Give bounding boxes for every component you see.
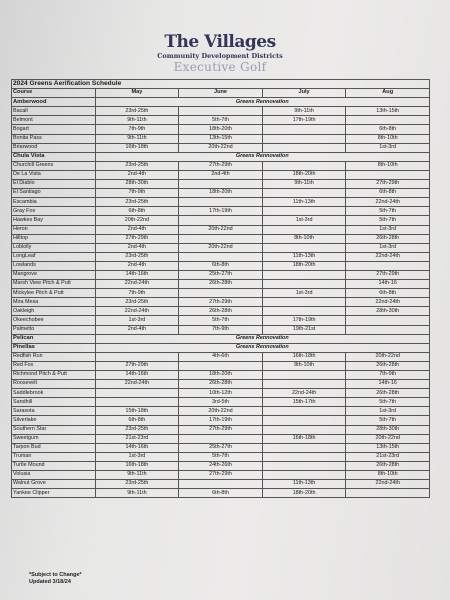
date-cell: 20th-22nd [346, 434, 430, 443]
col-header-june: June [179, 89, 263, 98]
date-cell [262, 134, 346, 143]
table-row [12, 452, 430, 461]
date-cell: 2nd-4th [95, 261, 179, 270]
table-row [12, 180, 430, 189]
logo-executive-golf: Executive Golf [173, 60, 267, 74]
date-cell [262, 452, 346, 461]
table-row [12, 398, 430, 407]
course-name: Loblolly [12, 243, 96, 252]
date-cell: 14th-16th [95, 443, 179, 452]
date-cell: 19th-21st [262, 325, 346, 334]
date-cell: 5th-7th [346, 216, 430, 225]
course-name: Hawkes Bay [12, 216, 96, 225]
date-cell: 22nd-24th [346, 480, 430, 489]
table-row [12, 143, 430, 152]
table-row [12, 480, 430, 489]
date-cell: 24th-26th [179, 461, 263, 470]
date-cell [346, 170, 430, 179]
date-cell: 16th-18th [95, 143, 179, 152]
date-cell: 13th-15th [346, 107, 430, 116]
table-row [12, 389, 430, 398]
date-cell: 2nd-4th [95, 170, 179, 179]
date-cell: 14th-16th [95, 270, 179, 279]
date-cell: 1st-3rd [346, 243, 430, 252]
date-cell [262, 189, 346, 198]
date-cell: 5th-7th [346, 398, 430, 407]
date-cell [346, 261, 430, 270]
date-cell [262, 416, 346, 425]
date-cell: 8th-10th [262, 234, 346, 243]
group-name: Pinellas [12, 343, 96, 352]
date-cell: 9th-11th [95, 471, 179, 480]
date-cell [179, 361, 263, 370]
date-cell: 5th-7th [346, 207, 430, 216]
group-name: Pelican [12, 334, 96, 343]
table-row [12, 361, 430, 370]
date-cell: 11th-13th [262, 252, 346, 261]
date-cell: 25th-27th [179, 443, 263, 452]
date-cell [179, 216, 263, 225]
course-name: Turtle Mound [12, 461, 96, 470]
date-cell: 28th-30th [346, 425, 430, 434]
date-cell: 1st-3rd [262, 289, 346, 298]
group-row [12, 98, 430, 107]
table-row [12, 225, 430, 234]
date-cell: 15th-17th [262, 398, 346, 407]
date-cell [262, 425, 346, 434]
date-cell: 25th-27th [179, 270, 263, 279]
group-row [12, 152, 430, 161]
date-cell: 1st-3rd [346, 407, 430, 416]
date-cell: 10th-12th [179, 389, 263, 398]
date-cell: 28th-30th [95, 180, 179, 189]
date-cell: 16th-18th [262, 434, 346, 443]
table-row [12, 325, 430, 334]
date-cell: 11th-13th [262, 480, 346, 489]
course-name: Truman [12, 452, 96, 461]
date-cell [95, 398, 179, 407]
date-cell: 11th-13th [262, 198, 346, 207]
date-cell [262, 443, 346, 452]
table-title: 2024 Greens Aerification Schedule [12, 80, 430, 89]
date-cell: 22nd-24th [346, 298, 430, 307]
date-cell [262, 225, 346, 234]
date-cell: 15th-18th [95, 407, 179, 416]
course-name: Escambia [12, 198, 96, 207]
date-cell: 26th-28th [346, 461, 430, 470]
course-name: El Santiago [12, 189, 96, 198]
course-name: Volusia [12, 471, 96, 480]
table-row [12, 307, 430, 316]
logo-main-text: The Villages [164, 32, 276, 52]
course-name: Mangrove [12, 270, 96, 279]
course-name: Roosevelt [12, 380, 96, 389]
col-header-july: July [262, 89, 346, 98]
table-row [12, 489, 430, 498]
table-row [12, 298, 430, 307]
date-cell: 23rd-25th [95, 107, 179, 116]
date-cell [262, 298, 346, 307]
date-cell [346, 489, 430, 498]
table-row [12, 216, 430, 225]
date-cell: 3rd-5th [179, 398, 263, 407]
date-cell [179, 198, 263, 207]
date-cell: 27th-29th [95, 361, 179, 370]
course-name: Sweetgum [12, 434, 96, 443]
course-name: Bogart [12, 125, 96, 134]
date-cell [346, 116, 430, 125]
course-name: Redfish Run [12, 352, 96, 361]
date-cell: 5th-7th [179, 452, 263, 461]
date-cell: 22nd-24th [346, 198, 430, 207]
col-header-course: Course [12, 89, 96, 98]
course-name: Gray Fox [12, 207, 96, 216]
date-cell [95, 352, 179, 361]
date-cell: 4th-6th [179, 352, 263, 361]
date-cell: 9th-11th [262, 180, 346, 189]
course-name: Hilltop [12, 234, 96, 243]
date-cell [262, 161, 346, 170]
date-cell: 1st-3rd [95, 316, 179, 325]
date-cell: 6th-8th [346, 289, 430, 298]
date-cell [179, 289, 263, 298]
group-name: Chula Vista [12, 152, 96, 161]
table-row [12, 443, 430, 452]
date-cell [262, 307, 346, 316]
date-cell: 23rd-25th [95, 425, 179, 434]
group-row [12, 343, 430, 352]
subject-to-change: *Subject to Change* [29, 572, 82, 578]
course-name: Lowlands [12, 261, 96, 270]
table-row [12, 280, 430, 289]
date-cell: 16th-18th [95, 461, 179, 470]
course-name: De La Vista [12, 170, 96, 179]
date-cell: 7th-9th [95, 189, 179, 198]
date-cell: 6th-8th [95, 416, 179, 425]
date-cell: 5th-7th [179, 116, 263, 125]
aerification-table [11, 79, 430, 498]
table-row [12, 161, 430, 170]
renovation-note: Greens Rennovation [95, 152, 429, 161]
date-cell: 7th-9th [95, 289, 179, 298]
date-cell: 5th-7th [346, 416, 430, 425]
table-row [12, 116, 430, 125]
course-name: Heron [12, 225, 96, 234]
date-cell: 22nd-24th [262, 389, 346, 398]
renovation-note: Greens Rennovation [95, 98, 429, 107]
table-row [12, 243, 430, 252]
date-cell: 20th-22nd [95, 216, 179, 225]
date-cell: 9th-11th [95, 134, 179, 143]
date-cell: 5th-7th [179, 316, 263, 325]
course-name: Walnut Grove [12, 480, 96, 489]
table-row [12, 471, 430, 480]
date-cell: 20th-22nd [179, 225, 263, 234]
date-cell: 2nd-4th [95, 225, 179, 234]
date-cell: 17th-19th [262, 316, 346, 325]
date-cell: 27th-29th [179, 425, 263, 434]
date-cell [179, 480, 263, 489]
table-row [12, 270, 430, 279]
date-cell: 27th-29th [346, 270, 430, 279]
date-cell [179, 252, 263, 261]
date-cell: 9th-11th [262, 107, 346, 116]
date-cell: 23rd-25th [95, 198, 179, 207]
date-cell: 8th-10th [346, 161, 430, 170]
date-cell: 17th-19th [179, 207, 263, 216]
date-cell: 7th-9th [179, 325, 263, 334]
date-cell: 14th-16 [346, 280, 430, 289]
renovation-note: Greens Rennovation [95, 334, 429, 343]
course-name: Richmond Pitch & Putt [12, 371, 96, 380]
table-row [12, 198, 430, 207]
course-name: Mickylee Pitch & Putt [12, 289, 96, 298]
date-cell: 6th-8th [179, 489, 263, 498]
date-cell: 18th-20th [179, 371, 263, 380]
date-cell: 26th-28th [179, 280, 263, 289]
table-header-row [12, 89, 430, 98]
table-row [12, 425, 430, 434]
date-cell: 16th-18th [262, 352, 346, 361]
date-cell [262, 207, 346, 216]
date-cell: 23rd-25th [95, 480, 179, 489]
table-row [12, 416, 430, 425]
date-cell [179, 234, 263, 243]
table-row [12, 252, 430, 261]
course-name: El Diablo [12, 180, 96, 189]
date-cell: 26th-28th [346, 389, 430, 398]
date-cell: 27th-29th [179, 298, 263, 307]
date-cell: 22nd-24th [346, 252, 430, 261]
table-row [12, 461, 430, 470]
course-name: Sarasota [12, 407, 96, 416]
course-name: Briarwood [12, 143, 96, 152]
date-cell: 1st-3rd [95, 452, 179, 461]
date-cell: 27th-29th [179, 161, 263, 170]
date-cell: 22nd-24th [95, 307, 179, 316]
date-cell [262, 143, 346, 152]
date-cell [346, 316, 430, 325]
date-cell: 1st-3rd [346, 143, 430, 152]
date-cell: 20th-22nd [179, 243, 263, 252]
footer-note [29, 572, 82, 586]
date-cell [262, 407, 346, 416]
table-row [12, 125, 430, 134]
course-name: Saddlebrook [12, 389, 96, 398]
date-cell: 14th-16 [346, 380, 430, 389]
date-cell: 28th-30th [346, 307, 430, 316]
date-cell: 14th-16th [95, 371, 179, 380]
course-name: Tarpon Bud [12, 443, 96, 452]
table-row [12, 189, 430, 198]
date-cell: 8th-10th [262, 361, 346, 370]
table-row [12, 289, 430, 298]
date-cell: 18th-20th [179, 189, 263, 198]
date-cell: 8th-10th [346, 471, 430, 480]
course-name: Silverlake [12, 416, 96, 425]
date-cell: 23rd-25th [95, 298, 179, 307]
date-cell: 1st-3rd [346, 225, 430, 234]
date-cell [262, 270, 346, 279]
course-name: Bonita Pass [12, 134, 96, 143]
date-cell: 6th-8th [179, 261, 263, 270]
date-cell: 18th-20th [262, 489, 346, 498]
date-cell [262, 125, 346, 134]
villages-logo [155, 32, 285, 74]
date-cell [262, 380, 346, 389]
date-cell: 8th-10th [346, 134, 430, 143]
date-cell: 23rd-25th [95, 161, 179, 170]
table-row [12, 407, 430, 416]
date-cell: 6th-8th [95, 207, 179, 216]
group-name: Amberwood [12, 98, 96, 107]
date-cell: 6th-8th [346, 189, 430, 198]
date-cell: 23rd-25th [95, 252, 179, 261]
date-cell: 26th-28th [346, 234, 430, 243]
date-cell: 13th-15th [346, 443, 430, 452]
course-name: Southern Star [12, 425, 96, 434]
table-row [12, 371, 430, 380]
date-cell: 2nd-4th [179, 170, 263, 179]
date-cell: 26th-28th [346, 361, 430, 370]
table-row [12, 234, 430, 243]
date-cell: 18th-20th [262, 261, 346, 270]
updated-date: Updated 3/18/24 [29, 579, 71, 585]
course-name: Okeechobee [12, 316, 96, 325]
date-cell [262, 243, 346, 252]
date-cell: 20th-22nd [346, 352, 430, 361]
table-row [12, 207, 430, 216]
course-name: Mira Mesa [12, 298, 96, 307]
table-row [12, 261, 430, 270]
date-cell [179, 107, 263, 116]
date-cell: 27th-29th [179, 471, 263, 480]
date-cell: 26th-28th [179, 380, 263, 389]
date-cell: 2nd-4th [95, 325, 179, 334]
date-cell: 22nd-24th [95, 280, 179, 289]
date-cell: 13th-15th [179, 134, 263, 143]
date-cell: 17th-19th [179, 416, 263, 425]
date-cell: 20th-22nd [179, 143, 263, 152]
course-name: Oakleigh [12, 307, 96, 316]
date-cell: 7th-9th [346, 371, 430, 380]
course-name: LongLeaf [12, 252, 96, 261]
date-cell [179, 180, 263, 189]
logo-subtitle: Community Development Districts [157, 52, 283, 60]
date-cell: 6th-8th [346, 125, 430, 134]
date-cell: 7th-9th [95, 125, 179, 134]
date-cell [95, 389, 179, 398]
date-cell: 17th-19th [262, 116, 346, 125]
col-header-aug: Aug [346, 89, 430, 98]
renovation-note: Greens Rennovation [95, 343, 429, 352]
course-name: Sandhill [12, 398, 96, 407]
course-name: Churchill Greens [12, 161, 96, 170]
course-name: Belmont [12, 116, 96, 125]
group-row [12, 334, 430, 343]
table-row [12, 316, 430, 325]
table-title-row [12, 80, 430, 89]
table-row [12, 107, 430, 116]
table-row [12, 380, 430, 389]
date-cell: 21st-23rd [95, 434, 179, 443]
date-cell [262, 371, 346, 380]
date-cell: 21st-23rd [346, 452, 430, 461]
date-cell: 18th-20th [262, 170, 346, 179]
date-cell [179, 434, 263, 443]
date-cell: 18th-20th [179, 125, 263, 134]
date-cell: 27th-29th [95, 234, 179, 243]
course-name: Yankee Clipper [12, 489, 96, 498]
date-cell: 22nd-24th [95, 380, 179, 389]
date-cell: 9th-11th [95, 489, 179, 498]
table-row [12, 170, 430, 179]
col-header-may: May [95, 89, 179, 98]
table-row [12, 134, 430, 143]
course-name: Marsh View Pitch & Putt [12, 280, 96, 289]
date-cell: 27th-29th [346, 180, 430, 189]
course-name: Bacall [12, 107, 96, 116]
course-name: Palmetto [12, 325, 96, 334]
date-cell [346, 325, 430, 334]
date-cell: 20th-22nd [179, 407, 263, 416]
date-cell: 1st-3rd [262, 216, 346, 225]
table-row [12, 352, 430, 361]
table-row [12, 434, 430, 443]
date-cell: 9th-11th [95, 116, 179, 125]
date-cell [262, 280, 346, 289]
date-cell: 2nd-4th [95, 243, 179, 252]
date-cell [262, 471, 346, 480]
date-cell [262, 461, 346, 470]
course-name: Red Fox [12, 361, 96, 370]
date-cell: 26th-28th [179, 307, 263, 316]
